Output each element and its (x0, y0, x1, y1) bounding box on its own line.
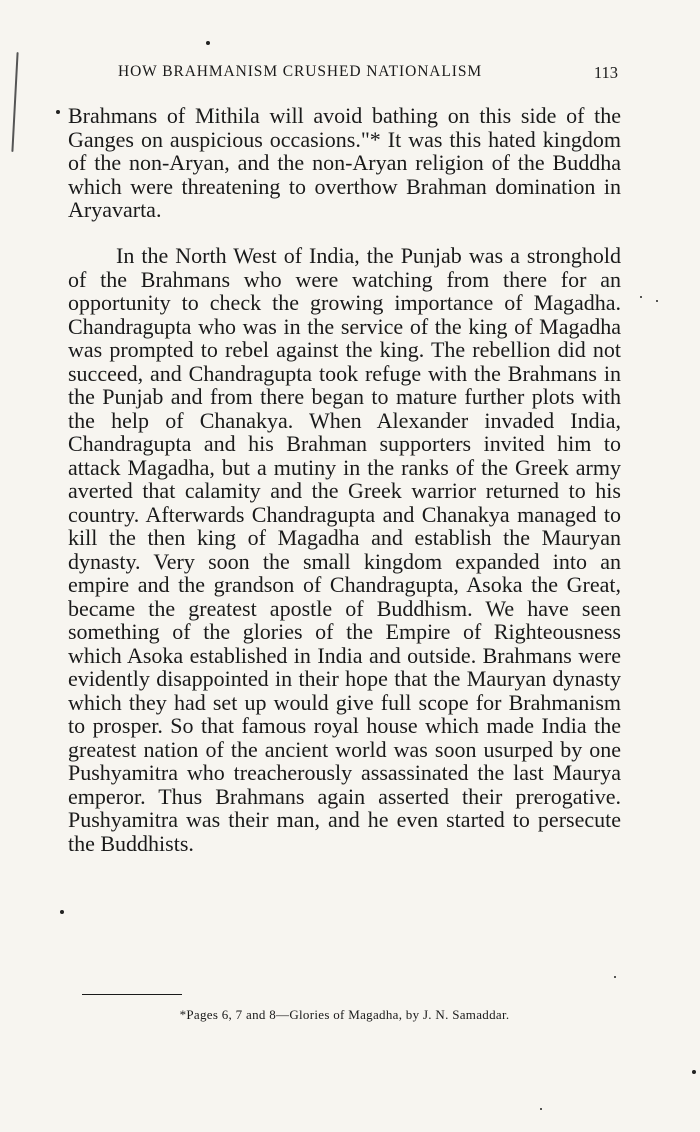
paragraph-2: In the North West of India, the Punjab was a stronghold of the Brahmans who were watching from there for an opportunity to check the growing importance of Magadha. Chandragupta who was in the service of the king of Magadha was prompted to rebel against the king. The rebellion did not succeed, and Chandragupta took refuge with the Brahmans in the Punjab and from there began to mature further plots with the help of Chanakya. When Alexander invaded India, Chandragupta and his Brahman supporters invited him to attack Magadha, but a mutiny in the ranks of the Greek army averted that calamity and the Greek warrior returned to his country. Afterwards Chandragupta and Chanakya managed to kill the then king of Magadha and establish the Mauryan dynasty. Very soon the small kingdom expanded into an empire and the grandson of Chandragupta, Asoka the Great, became the greatest apostle of Buddhism. We have seen something of the glories of the Empire of Righteousness which Asoka established in India and outside. Brahmans were evidently disappointed in their hope that the Mauryan dynasty which they had set up would give full scope for Brahmanism to prosper. So that famous royal house which made India the greatest nation of the ancient world was soon usurped by one Pushyamitra who treacherously assassinated the last Maurya emperor. Thus Brahmans again asserted their prerogative. Pushyamitra was their man, and he even started to persecute the Buddhists. (68, 243, 621, 856)
page-edge-mark (11, 52, 18, 152)
paragraph-1: Brahmans of Mithila will avoid bathing on this side of the Ganges on auspicious occasions."* It was this hated kingdom of the non-Aryan, and the non-Aryan religion of the Buddha which were threatening to overthow Brahman domination in Aryavarta. (68, 103, 621, 222)
page-header (118, 63, 618, 85)
footnote-rule (82, 994, 182, 995)
print-speck (614, 976, 616, 978)
print-speck (60, 910, 64, 914)
print-speck (640, 296, 642, 298)
print-speck (692, 1070, 696, 1074)
print-speck (540, 1108, 542, 1110)
page-number: 113 (593, 63, 618, 82)
print-speck (206, 41, 210, 45)
footnote: *Pages 6, 7 and 8—Glories of Magadha, by J. N. Samaddar. (179, 1007, 510, 1022)
print-speck (656, 300, 658, 302)
print-speck (56, 110, 60, 114)
running-head: HOW BRAHMANISM CRUSHED NATIONALISM (118, 63, 483, 80)
